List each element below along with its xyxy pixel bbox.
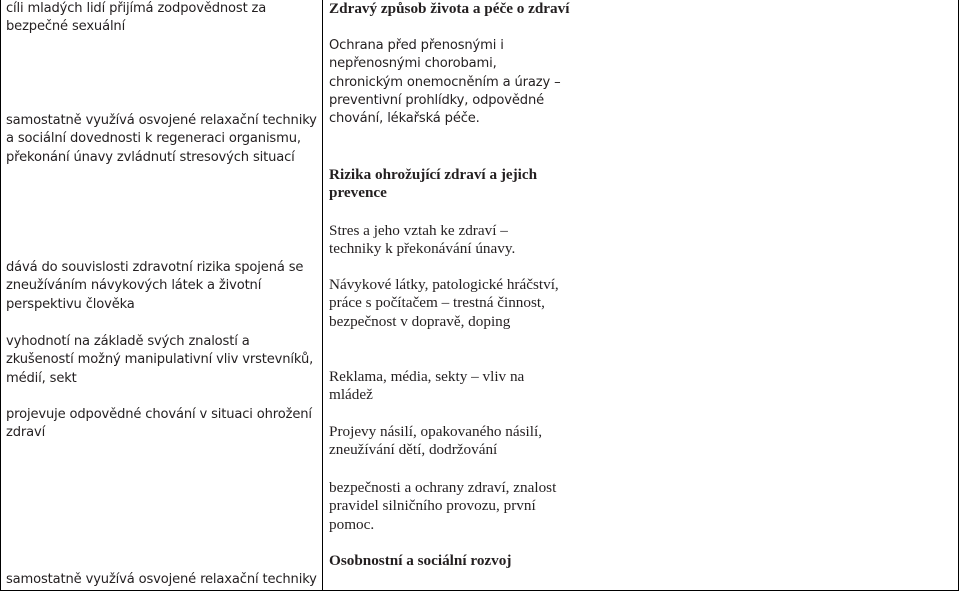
section-heading-personal-development: Osobnostní a sociální rozvoj <box>329 552 512 569</box>
left-paragraph-2: samostatně využívá osvojené relaxační techniky a sociální dovednosti k regeneraci organismu, překonání únavy zvládnutí stresových situací <box>6 113 317 165</box>
left-paragraph-3: dává do souvislosti zdravotní rizika spojená se zneužíváním návykových látek a životní perspektivu člověka <box>6 260 304 312</box>
right-paragraph-5: Projevy násilí, opakovaného násilí, zneužívání dětí, dodržování <box>329 423 543 459</box>
right-paragraph-1: Ochrana před přenosnými i nepřenosnými chorobami, chronickým onemocněním a úrazy – preventivní prohlídky, odpovědné chování, lékařská péče. <box>329 38 561 127</box>
right-paragraph-4: Reklama, média, sekty – vliv na mládež <box>329 368 525 404</box>
section-heading-healthy-lifestyle: Zdravý způsob života a péče o zdraví <box>329 0 570 17</box>
column-divider <box>322 0 323 591</box>
section-heading-health-risks: Rizika ohrožující zdraví a jejich prevence <box>329 166 538 202</box>
table-border-right <box>958 0 959 591</box>
left-paragraph-1: cíli mladých lidí přijímá zodpovědnost za bezpečné sexuální <box>6 1 267 35</box>
right-paragraph-2: Stres a jeho vztah ke zdraví – techniky k překonávání únavy. <box>329 222 516 258</box>
table-border-left <box>0 0 1 591</box>
right-paragraph-6: bezpečnosti a ochrany zdraví, znalost pravidel silničního provozu, první pomoc. <box>329 479 557 533</box>
right-paragraph-3: Návykové látky, patologické hráčství, práce s počítačem – trestná činnost, bezpečnost v dopravě, doping <box>329 276 559 330</box>
left-paragraph-4: vyhodnotí na základě svých znalostí a zkušeností možný manipulativní vliv vrstevníků, médií, sekt <box>6 334 314 386</box>
left-paragraph-5: projevuje odpovědné chování v situaci ohrožení zdraví <box>6 407 312 441</box>
left-paragraph-6: samostatně využívá osvojené relaxační techniky <box>6 572 317 587</box>
